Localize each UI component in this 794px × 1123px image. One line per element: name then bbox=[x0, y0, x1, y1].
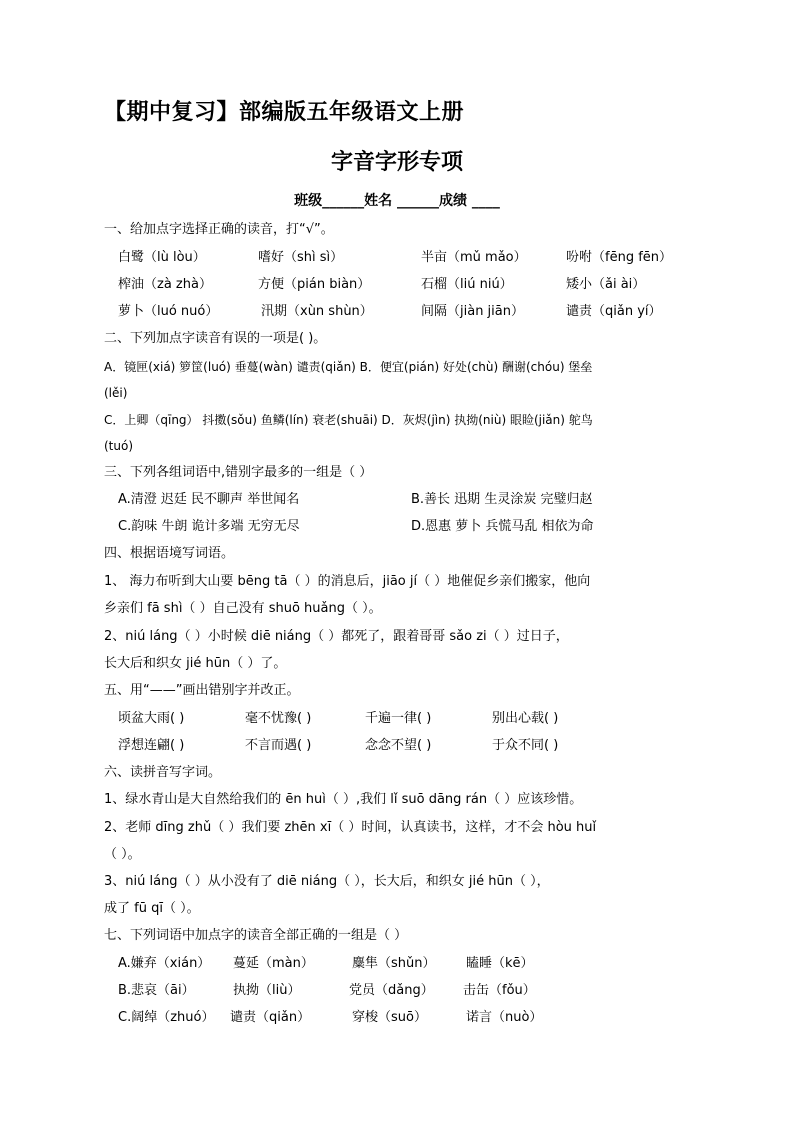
s5-item: 于众不同( ) bbox=[492, 738, 559, 753]
s2-option-cd-cont: (tuó) bbox=[104, 439, 134, 453]
s1-item: 榨油（zà zhà） bbox=[118, 277, 212, 292]
section-6-heading: 六、读拼音写字词。 bbox=[104, 765, 222, 780]
s4-line: 长大后和织女 jié hūn（ ）了。 bbox=[104, 656, 287, 671]
s7-item: 瞌睡（kē） bbox=[466, 956, 534, 971]
s6-line: 成了 fū qī（ ）。 bbox=[104, 901, 200, 916]
s7-item: C.阔绰（zhuó） bbox=[118, 1010, 215, 1025]
s4-line: 2、niú láng（ ）小时候 diē niáng（ ）都死了，跟着哥哥 sǎo zi（ ）过日子， bbox=[104, 629, 569, 644]
s2-option-ab: A．镜匣(xiá) 箩筐(luó) 垂蔓(wàn) 谴责(qiǎn) B．便宜(pián) 好处(chù) 酬谢(chóu) 堡垒 bbox=[104, 360, 593, 374]
s1-item: 嗜好（shì sì） bbox=[258, 250, 344, 265]
s5-item: 毫不忧豫( ) bbox=[245, 711, 312, 726]
s7-item: 谴责（qiǎn） bbox=[230, 1010, 311, 1025]
section-1-heading: 一、给加点字选择正确的读音，打“√”。 bbox=[104, 222, 334, 237]
s1-item: 石榴（liú niú） bbox=[421, 277, 513, 292]
s7-item: B.悲哀（āi） bbox=[118, 983, 195, 998]
s1-item: 方便（pián biàn） bbox=[258, 277, 371, 292]
s6-line: 1、绿水青山是大自然给我们的 ēn huì（ ）,我们 lǐ suō dāng rán（ ）应该珍惜。 bbox=[104, 792, 583, 807]
s3-option-b: B.善长 迅期 生灵涂炭 完璧归赵 bbox=[411, 492, 593, 507]
worksheet-subtitle: 字音字形专项 bbox=[330, 150, 463, 175]
s5-item: 顷盆大雨( ) bbox=[118, 711, 185, 726]
s1-item: 谴责（qiǎn yí） bbox=[566, 304, 662, 319]
s5-item: 不言而遇( ) bbox=[245, 738, 312, 753]
s2-option-ab-cont: (lěi) bbox=[104, 386, 128, 400]
s7-item: 击缶（fǒu） bbox=[463, 983, 536, 998]
s7-item: 执拗（liù） bbox=[233, 983, 301, 998]
s2-option-cd: C．上卿（qīng） 抖擞(sǒu) 鱼鳞(lín) 衰老(shuāi) D．灰烬(jìn) 执拗(niù) 眼睑(jiǎn) 鸵鸟 bbox=[104, 413, 593, 427]
s3-option-c: C.韵味 牛朗 诡计多端 无穷无尽 bbox=[118, 519, 300, 534]
s5-item: 念念不望( ) bbox=[365, 738, 432, 753]
s3-option-d: D.恩惠 萝卜 兵慌马乱 相依为命 bbox=[411, 519, 594, 534]
s6-line: （ ）。 bbox=[104, 847, 141, 862]
s7-item: 党员（dǎng） bbox=[349, 983, 434, 998]
s6-line: 2、老师 dīng zhǔ（ ）我们要 zhēn xī（ ）时间，认真读书，这样，才不会 hòu huǐ bbox=[104, 820, 597, 835]
s7-item: 诺言（nuò） bbox=[466, 1010, 543, 1025]
s1-item: 萝卜（luó nuó） bbox=[118, 304, 219, 319]
section-5-heading: 五、用“——”画出错别字并改正。 bbox=[104, 683, 300, 698]
s7-item: A.嫌弃（xián） bbox=[118, 956, 211, 971]
s1-item: 半亩（mǔ mǎo） bbox=[421, 250, 527, 265]
s4-line: 乡亲们 fā shì（ ）自己没有 shuō huǎng（ ）。 bbox=[104, 601, 382, 616]
s7-item: 穿梭（suō） bbox=[352, 1010, 427, 1025]
s7-item: 蔓延（màn） bbox=[233, 956, 314, 971]
s1-item: 汛期（xùn shùn） bbox=[261, 304, 373, 319]
s6-line: 3、niú láng（ ）从小没有了 diē niáng（ ），长大后，和织女 jié hūn（ ）， bbox=[104, 874, 550, 889]
section-2-heading: 二、下列加点字读音有误的一项是( )。 bbox=[104, 331, 327, 346]
s1-item: 吩咐（fēng fēn） bbox=[566, 250, 673, 265]
student-info-line: 班级______姓名 ______成绩 ____ bbox=[294, 193, 500, 209]
s5-item: 浮想连翩( ) bbox=[118, 738, 185, 753]
s1-item: 间隔（jiàn jiān） bbox=[421, 304, 524, 319]
worksheet-title: 【期中复习】部编版五年级语文上册 bbox=[104, 100, 465, 125]
s4-line: 1、 海力布听到大山要 bēng tā（ ）的消息后，jiāo jí（ ）地催促乡亲们搬家，他向 bbox=[104, 574, 591, 589]
s1-item: 白鹭（lù lòu） bbox=[118, 250, 206, 265]
section-4-heading: 四、根据语境写词语。 bbox=[104, 546, 235, 561]
section-3-heading: 三、下列各组词语中,错别字最多的一组是（ ） bbox=[104, 465, 373, 480]
s5-item: 别出心载( ) bbox=[492, 711, 559, 726]
s7-item: 麋隼（shǔn） bbox=[352, 956, 436, 971]
s5-item: 千遍一律( ) bbox=[365, 711, 432, 726]
s1-item: 矮小（ǎi ài） bbox=[566, 277, 646, 292]
s3-option-a: A.清澄 迟廷 民不聊声 举世闻名 bbox=[118, 492, 300, 507]
section-7-heading: 七、下列词语中加点字的读音全部正确的一组是（ ） bbox=[104, 928, 408, 943]
